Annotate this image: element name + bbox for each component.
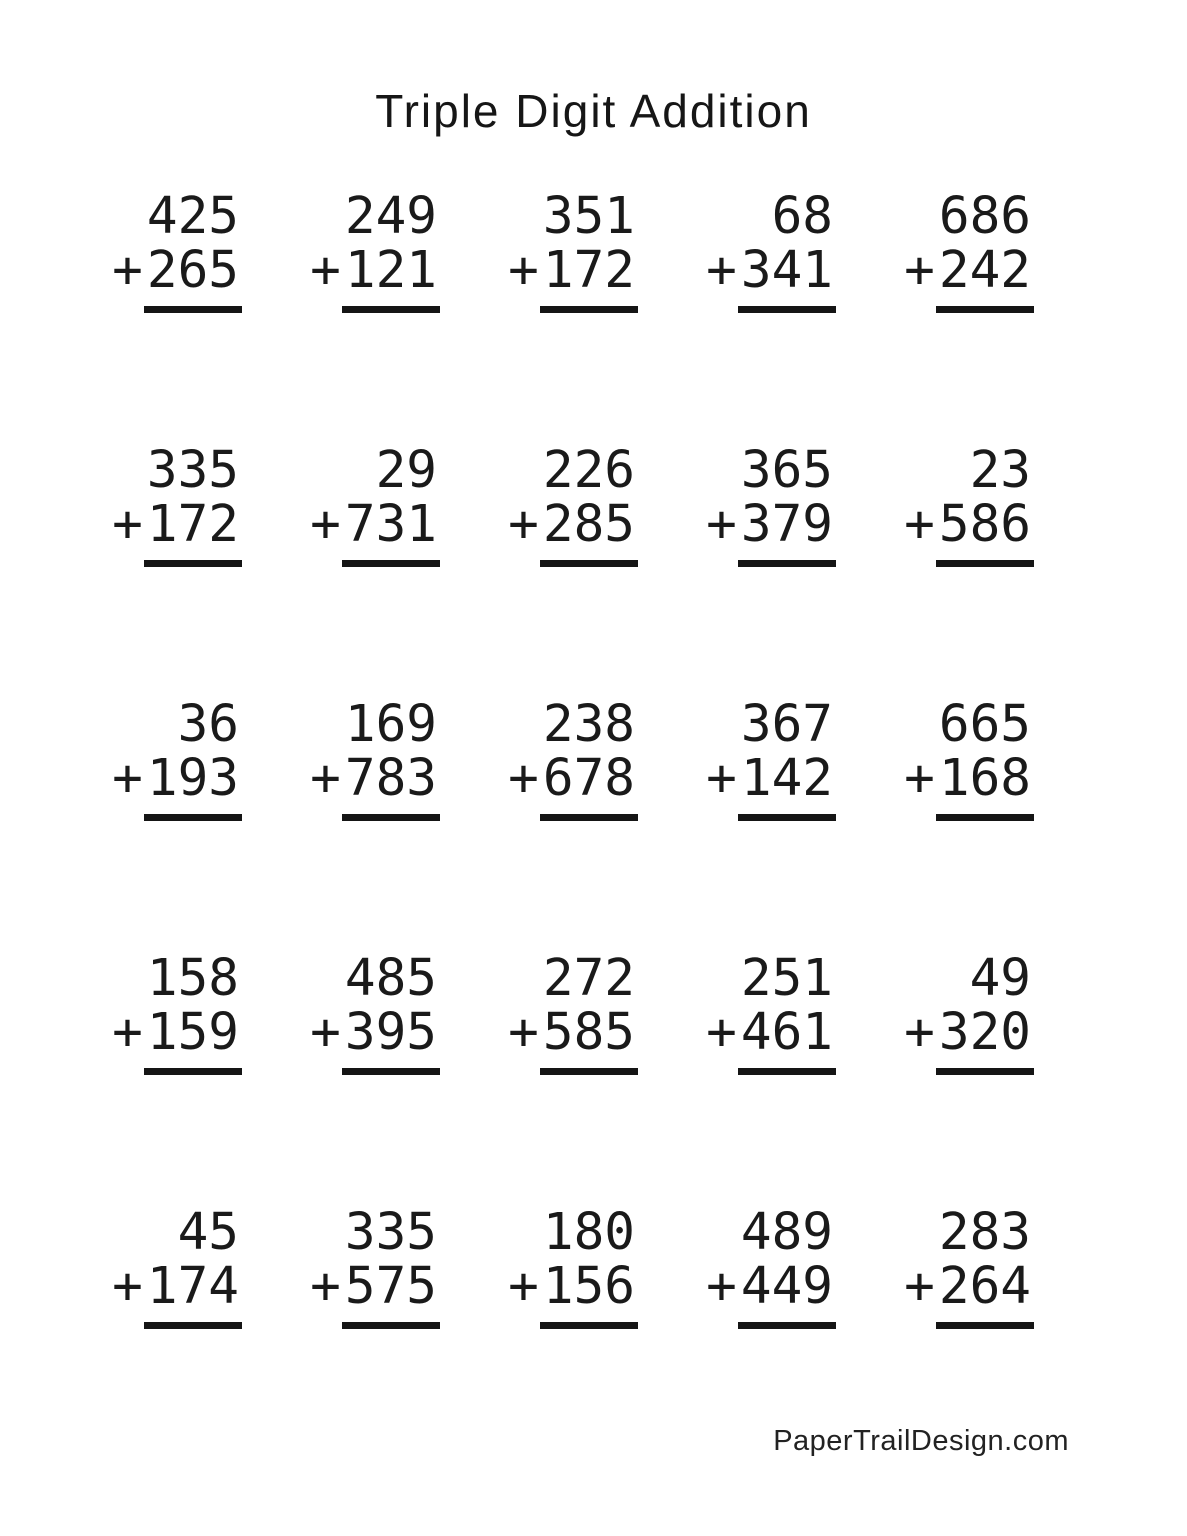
bottom-operand: 159 bbox=[144, 1006, 242, 1076]
bottom-operand: 264 bbox=[936, 1260, 1034, 1330]
addition-problem bbox=[112, 441, 242, 567]
plus-sign: + bbox=[508, 494, 539, 554]
addition-problem bbox=[310, 949, 440, 1075]
plus-sign: + bbox=[706, 1256, 737, 1316]
top-operand: 425 bbox=[146, 187, 239, 246]
addition-problem bbox=[508, 695, 638, 821]
bottom-operand: 678 bbox=[540, 752, 638, 822]
plus-sign: + bbox=[112, 240, 143, 300]
addition-problem bbox=[508, 949, 638, 1075]
addition-problem bbox=[706, 695, 836, 821]
plus-sign: + bbox=[112, 748, 143, 808]
top-operand: 485 bbox=[344, 949, 437, 1009]
plus-sign: + bbox=[706, 748, 737, 808]
top-operand: 68 bbox=[771, 187, 833, 246]
top-operand: 45 bbox=[177, 1203, 239, 1263]
addition-problem bbox=[904, 1203, 1034, 1329]
bottom-operand: 731 bbox=[342, 498, 440, 568]
top-operand: 29 bbox=[375, 441, 437, 501]
addition-problem bbox=[310, 695, 440, 821]
plus-sign: + bbox=[706, 1002, 737, 1062]
plus-sign: + bbox=[508, 1002, 539, 1062]
plus-sign: + bbox=[706, 494, 737, 554]
plus-sign: + bbox=[310, 1256, 341, 1316]
plus-sign: + bbox=[904, 1002, 935, 1062]
bottom-operand: 172 bbox=[540, 244, 638, 314]
bottom-operand: 585 bbox=[540, 1006, 638, 1076]
bottom-operand: 172 bbox=[144, 498, 242, 568]
bottom-operand: 265 bbox=[144, 244, 242, 314]
bottom-operand: 193 bbox=[144, 752, 242, 822]
addition-problem bbox=[706, 949, 836, 1075]
top-operand: 158 bbox=[146, 949, 239, 1009]
bottom-operand: 341 bbox=[738, 244, 836, 314]
top-operand: 665 bbox=[938, 695, 1031, 755]
top-operand: 272 bbox=[542, 949, 635, 1009]
plus-sign: + bbox=[508, 240, 539, 300]
addition-problem bbox=[112, 1203, 242, 1329]
bottom-operand: 461 bbox=[738, 1006, 836, 1076]
plus-sign: + bbox=[310, 1002, 341, 1062]
bottom-operand: 168 bbox=[936, 752, 1034, 822]
addition-problem bbox=[706, 441, 836, 567]
top-operand: 365 bbox=[740, 441, 833, 501]
top-operand: 489 bbox=[740, 1203, 833, 1263]
addition-problem bbox=[508, 1203, 638, 1329]
top-operand: 36 bbox=[177, 695, 239, 755]
addition-problem bbox=[310, 441, 440, 567]
addition-problem bbox=[508, 441, 638, 567]
bottom-operand: 121 bbox=[342, 244, 440, 314]
bottom-operand: 142 bbox=[738, 752, 836, 822]
top-operand: 23 bbox=[969, 441, 1031, 501]
bottom-operand: 285 bbox=[540, 498, 638, 568]
bottom-operand: 783 bbox=[342, 752, 440, 822]
top-operand: 238 bbox=[542, 695, 635, 755]
plus-sign: + bbox=[904, 748, 935, 808]
plus-sign: + bbox=[112, 1002, 143, 1062]
plus-sign: + bbox=[112, 1256, 143, 1316]
plus-sign: + bbox=[706, 240, 737, 300]
plus-sign: + bbox=[112, 494, 143, 554]
bottom-operand: 586 bbox=[936, 498, 1034, 568]
bottom-operand: 320 bbox=[936, 1006, 1034, 1076]
top-operand: 335 bbox=[344, 1203, 437, 1263]
top-operand: 249 bbox=[344, 187, 437, 246]
plus-sign: + bbox=[508, 1256, 539, 1316]
plus-sign: + bbox=[508, 748, 539, 808]
addition-problem bbox=[706, 1203, 836, 1329]
addition-problem bbox=[310, 187, 440, 313]
top-operand: 251 bbox=[740, 949, 833, 1009]
top-operand: 351 bbox=[542, 187, 635, 246]
addition-problem bbox=[706, 187, 836, 313]
plus-sign: + bbox=[310, 748, 341, 808]
bottom-operand: 575 bbox=[342, 1260, 440, 1330]
addition-problem bbox=[112, 949, 242, 1075]
top-operand: 335 bbox=[146, 441, 239, 501]
bottom-operand: 379 bbox=[738, 498, 836, 568]
worksheet-grid bbox=[52, 187, 1042, 1329]
addition-problem bbox=[904, 441, 1034, 567]
top-operand: 49 bbox=[969, 949, 1031, 1009]
plus-sign: + bbox=[904, 1256, 935, 1316]
bottom-operand: 395 bbox=[342, 1006, 440, 1076]
top-operand: 367 bbox=[740, 695, 833, 755]
top-operand: 686 bbox=[938, 187, 1031, 246]
addition-problem bbox=[904, 187, 1034, 313]
addition-problem bbox=[508, 187, 638, 313]
top-operand: 180 bbox=[542, 1203, 635, 1263]
bottom-operand: 242 bbox=[936, 244, 1034, 314]
top-operand: 283 bbox=[938, 1203, 1031, 1263]
plus-sign: + bbox=[904, 240, 935, 300]
addition-problem bbox=[310, 1203, 440, 1329]
top-operand: 169 bbox=[344, 695, 437, 755]
addition-problem bbox=[112, 695, 242, 821]
plus-sign: + bbox=[310, 494, 341, 554]
page-title: Triple Digit Addition bbox=[375, 85, 812, 137]
bottom-operand: 156 bbox=[540, 1260, 638, 1330]
addition-problem bbox=[904, 695, 1034, 821]
bottom-operand: 174 bbox=[144, 1260, 242, 1330]
addition-problem bbox=[904, 949, 1034, 1075]
plus-sign: + bbox=[904, 494, 935, 554]
top-operand: 226 bbox=[542, 441, 635, 501]
addition-problem bbox=[112, 187, 242, 313]
plus-sign: + bbox=[310, 240, 341, 300]
bottom-operand: 449 bbox=[738, 1260, 836, 1330]
footer-credit: PaperTrailDesign.com bbox=[773, 1425, 1069, 1458]
